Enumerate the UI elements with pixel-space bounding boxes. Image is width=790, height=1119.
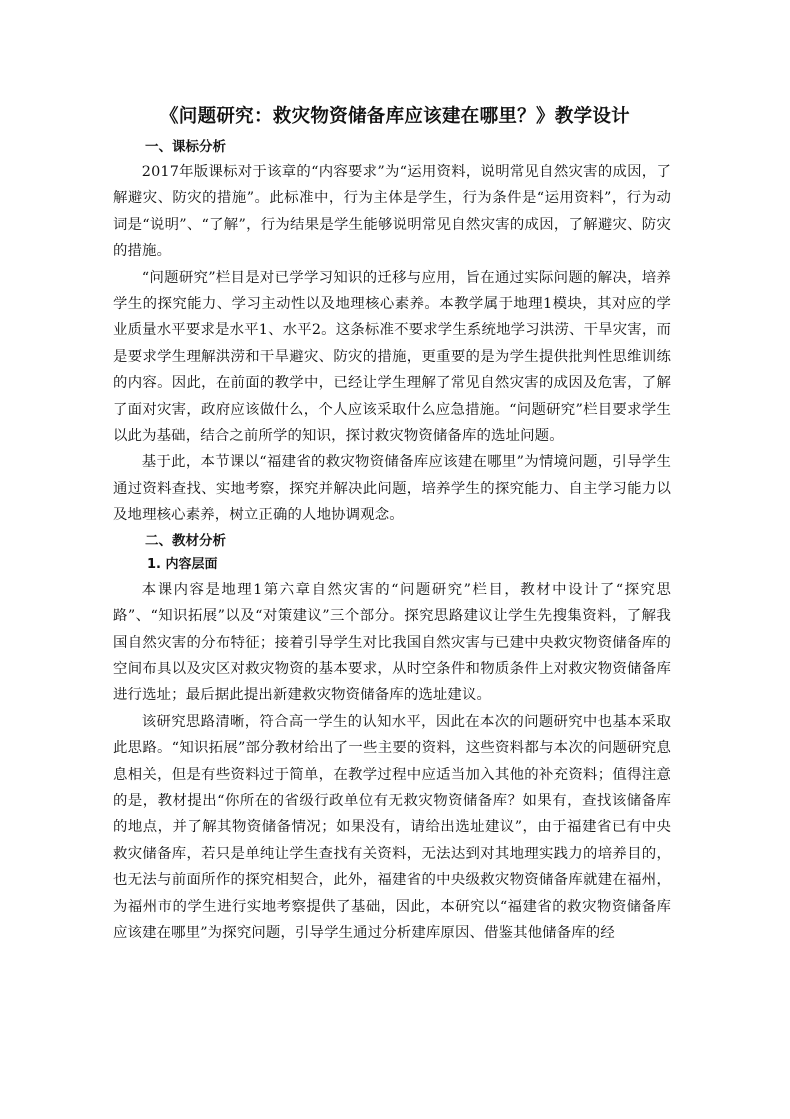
document-title: 《问题研究：救灾物资储备库应该建在哪里？》教学设计 <box>159 106 630 127</box>
document-body <box>113 135 671 946</box>
paragraph: “问题研究”栏目是对已学学习知识的迁移与应用，旨在通过实际问题的解决，培养学生的探究能力、学习主动性以及地理核心素养。本教学属于地理1模块，其对应的学业质量水平要求是水平1、水平2。这条标准不要求学生系统地学习洪涝、干旱灾害，而是要求学生理解洪涝和干旱避灾、防灾的措施，更重要的是为学生提供批判性思维训练的内容。因此，在前面的教学中，已经让学生理解了常见自然灾害的成因及危害，了解了面对灾害，政府应该做什么，个人应该采取什么应急措施。“问题研究”栏目要求学生以此为基础，结合之前所学的知识，探讨救灾物资储备库的选址问题。 <box>113 269 671 445</box>
paragraph: 本课内容是地理1第六章自然灾害的“问题研究”栏目，教材中设计了“探究思路”、“知识拓展”以及“对策建议”三个部分。探究思路建议让学生先搜集资料，了解我国自然灾害的分布特征；接着引导学生对比我国自然灾害与已建中央救灾物资储备库的空间布具以及灾区对救灾物资的基本要求，从时空条件和物质条件上对救灾物资储备库进行选址；最后据此提出新建救灾物资储备库的选址建议。 <box>113 581 671 704</box>
subsection-heading-content: 1. 内容层面 <box>147 556 218 572</box>
section-heading-curriculum: 一、课标分析 <box>145 139 226 155</box>
paragraph: 2017年版课标对于该章的“内容要求”为“运用资料，说明常见自然灾害的成因，了解避灾、防灾的措施”。此标准中，行为主体是学生，行为条件是“运用资料”，行为动词是“说明”、“了解”，行为结果是学生能够说明常见自然灾害的成因，了解避灾、防灾的措施。 <box>113 164 671 260</box>
section-heading-textbook: 二、教材分析 <box>145 532 226 549</box>
paragraph: 基于此，本节课以“福建省的救灾物资储备库应该建在哪里”为情境问题，引导学生通过资料查找、实地考察，探究并解决此问题，培养学生的探究能力、自主学习能力以及地理核心素养，树立正确的人地协调观念。 <box>113 454 671 524</box>
paragraph: 该研究思路清晰，符合高一学生的认知水平，因此在本次的问题研究中也基本采取此思路。“知识拓展”部分教材给出了一些主要的资料，这些资料都与本次的问题研究息息相关，但是有些资料过于简单，在教学过程中应适当加入其他的补充资料；值得注意的是，教材提出“你所在的省级行政单位有无救灾物资储备库？如果有，查找该储备库的地点，并了解其物资储备情况；如果没有，请给出选址建议”，由于福建省已有中央救灾储备库，若只是单纯让学生查找有关资料，无法达到对其地理实践力的培养目的，也无法与前面所作的探究相契合，此外，福建省的中央级救灾物资储备库就建在福州，为福州市的学生进行实地考察提供了基础，因此，本研究以“福建省的救灾物资储备库应该建在哪里”为探究问题，引导学生通过分析建库原因、借鉴其他储备库的经 <box>113 713 671 941</box>
